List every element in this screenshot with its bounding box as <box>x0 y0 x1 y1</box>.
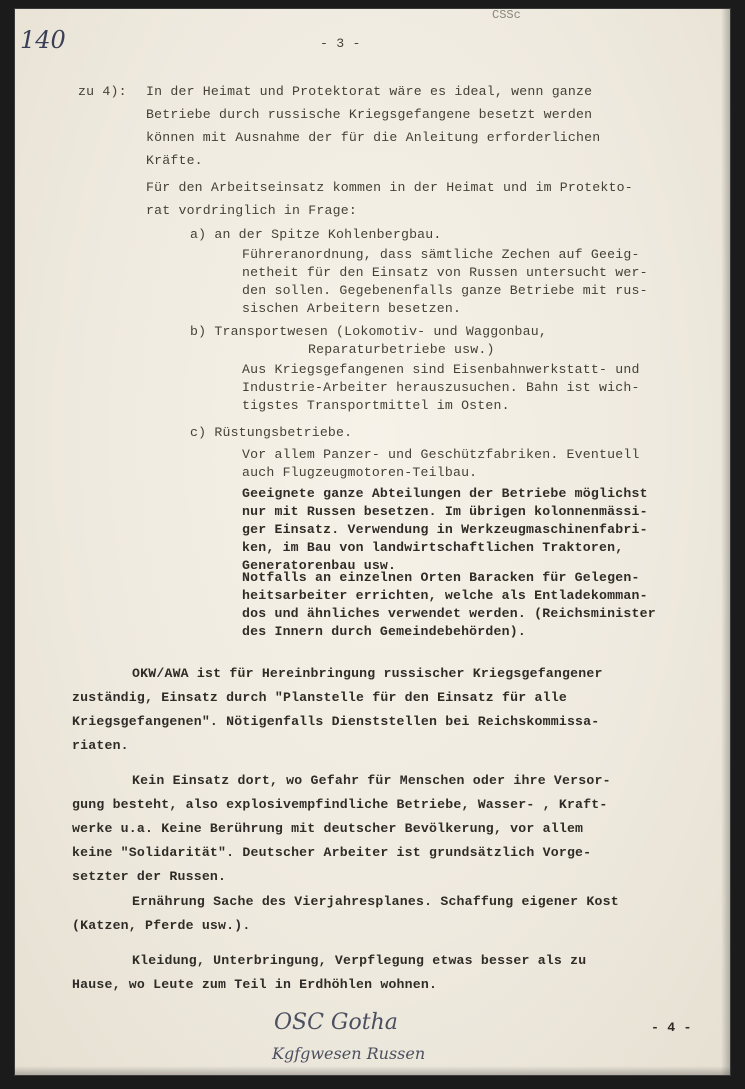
paragraph-line: Für den Arbeitseinsatz kommen in der Heimat und im Protekto- <box>146 180 633 195</box>
paragraph-line: Kleidung, Unterbringung, Verpflegung etwas besser als zu <box>132 953 587 968</box>
paragraph-line: ken, im Bau von landwirtschaftlichen Traktoren, <box>242 540 624 555</box>
paragraph-line: Industrie-Arbeiter herauszusuchen. Bahn ist wich- <box>242 380 640 395</box>
list-heading-b: b) Transportwesen (Lokomotiv- und Waggonbau, <box>190 324 548 339</box>
paragraph-line: Ernährung Sache des Vierjahresplanes. Schaffung eigener Kost <box>132 894 619 909</box>
page-number: - 3 - <box>320 36 361 51</box>
paragraph-line: Kräfte. <box>146 153 203 168</box>
handwritten-note: Kgfgwesen Russen <box>272 1044 426 1063</box>
paragraph-line: werke u.a. Keine Berührung mit deutscher Bevölkerung, vor allem <box>72 821 584 836</box>
document-page <box>14 8 731 1076</box>
paragraph-line: In der Heimat und Protektorat wäre es ideal, wenn ganze <box>146 84 593 99</box>
paragraph-line: zuständig, Einsatz durch "Planstelle für den Einsatz für alle <box>72 690 567 705</box>
paragraph-line: Hause, wo Leute zum Teil in Erdhöhlen wohnen. <box>72 977 438 992</box>
paragraph-line: tigstes Transportmittel im Osten. <box>242 398 510 413</box>
paragraph-line: riaten. <box>72 738 129 753</box>
paragraph-line: keine "Solidarität". Deutscher Arbeiter ist grundsätzlich Vorge- <box>72 845 592 860</box>
archive-number: 140 <box>20 26 66 54</box>
paragraph-line: Notfalls an einzelnen Orten Baracken für Gelegen- <box>242 570 640 585</box>
paragraph-line: Vor allem Panzer- und Geschützfabriken. Eventuell <box>242 447 640 462</box>
paragraph-line: Betriebe durch russische Kriegsgefangene besetzt werden <box>146 107 593 122</box>
page-shadow-right <box>721 8 731 1076</box>
paragraph-line: sischen Arbeitern besetzen. <box>242 301 462 316</box>
paragraph-line: Kriegsgefangenen". Nötigenfalls Dienststellen bei Reichskommissa- <box>72 714 600 729</box>
paragraph-line: ger Einsatz. Verwendung in Werkzeugmaschinenfabri- <box>242 522 648 537</box>
paragraph-line: dos und ähnliches verwendet werden. (Reichsminister <box>242 606 656 621</box>
next-page-number: - 4 - <box>651 1020 692 1035</box>
item-label: zu 4): <box>78 84 127 99</box>
paragraph-line: Führeranordnung, dass sämtliche Zechen auf Geeig- <box>242 247 640 262</box>
paragraph-line: Generatorenbau usw. <box>242 558 397 573</box>
paragraph-line: den sollen. Gegebenenfalls ganze Betriebe mit rus- <box>242 283 648 298</box>
bleed-through-text: CSSc <box>492 8 521 22</box>
paragraph-line: rat vordringlich in Frage: <box>146 203 357 218</box>
paragraph-line: Kein Einsatz dort, wo Gefahr für Menschen oder ihre Versor- <box>132 773 611 788</box>
paragraph-line: des Innern durch Gemeindebehörden). <box>242 624 526 639</box>
paragraph-line: Aus Kriegsgefangenen sind Eisenbahnwerkstatt- und <box>242 362 640 377</box>
paragraph-line: (Katzen, Pferde usw.). <box>72 918 251 933</box>
paragraph-line: nur mit Russen besetzen. Im übrigen kolonnenmässi- <box>242 504 648 519</box>
list-heading-a: a) an der Spitze Kohlenbergbau. <box>190 227 442 242</box>
list-heading-c: c) Rüstungsbetriebe. <box>190 425 353 440</box>
handwritten-note: OSC Gotha <box>274 1010 398 1035</box>
paragraph-line: können mit Ausnahme der für die Anleitung erforderlichen <box>146 130 601 145</box>
paragraph-line: setzter der Russen. <box>72 869 227 884</box>
paragraph-line: gung besteht, also explosivempfindliche Betriebe, Wasser- , Kraft- <box>72 797 608 812</box>
paragraph-line: auch Flugzeugmotoren-Teilbau. <box>242 465 478 480</box>
list-heading-b-cont: Reparaturbetriebe usw.) <box>308 342 495 357</box>
page-shadow-bottom <box>14 1066 731 1076</box>
paragraph-line: netheit für den Einsatz von Russen untersucht wer- <box>242 265 648 280</box>
paragraph-line: heitsarbeiter errichten, welche als Entladekomman- <box>242 588 648 603</box>
paragraph-line: Geeignete ganze Abteilungen der Betriebe möglichst <box>242 486 648 501</box>
paragraph-line: OKW/AWA ist für Hereinbringung russischer Kriegsgefangener <box>132 666 603 681</box>
